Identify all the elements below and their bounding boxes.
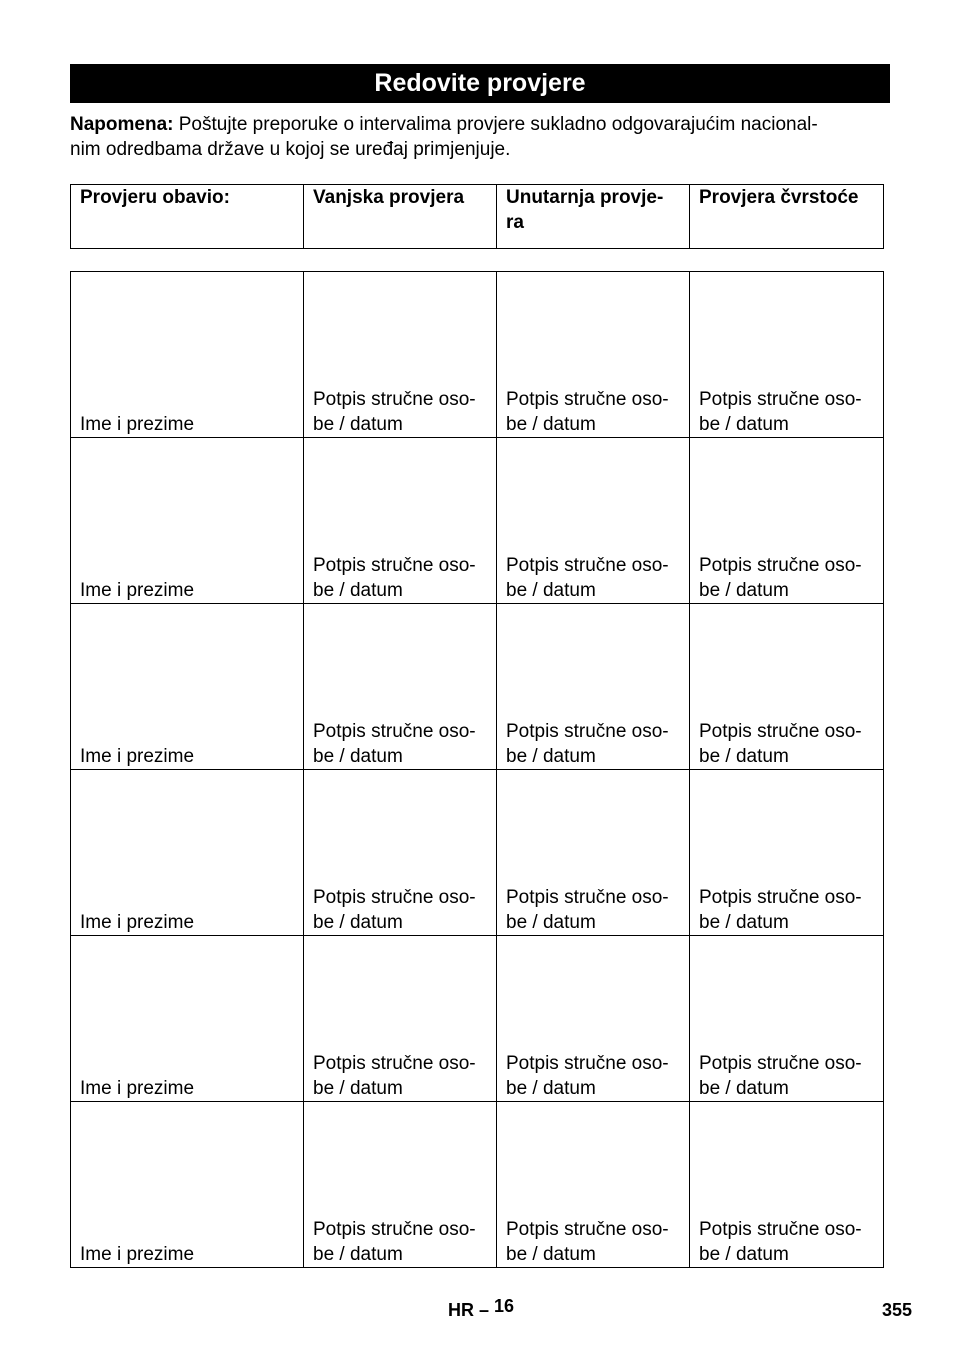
note-paragraph: [70, 112, 890, 162]
name-cell: [71, 438, 304, 604]
cell-text-line: be / datum: [699, 580, 789, 601]
cell-text-line: be / datum: [313, 580, 403, 601]
cell-text-line: be / datum: [506, 1244, 596, 1265]
cell-text-line: Ime i prezime: [80, 414, 195, 435]
note-text-line2: nim odredbama države u kojoj se uređaj primjenjuje.: [70, 139, 511, 160]
cell-text-line: Potpis stručne oso-: [506, 1053, 669, 1074]
signature-cell: [304, 272, 497, 438]
cell-text-line: be / datum: [699, 1244, 789, 1265]
table-row: [71, 604, 884, 770]
cell-text-line: be / datum: [699, 414, 789, 435]
column-header: [497, 185, 690, 249]
column-header: [71, 185, 304, 249]
signature-cell: [304, 1102, 497, 1268]
signature-cell: [497, 272, 690, 438]
footer-lang: HR: [448, 1300, 474, 1320]
cell-text-line: be / datum: [506, 580, 596, 601]
cell-text-line: ra: [506, 212, 524, 233]
signature-cell: [304, 936, 497, 1102]
cell-text-line: Ime i prezime: [80, 1244, 195, 1265]
inspection-log-table: [70, 271, 884, 1268]
signature-cell: [497, 1102, 690, 1268]
table-row: [71, 1102, 884, 1268]
signature-cell: [690, 1102, 884, 1268]
cell-text-line: Potpis stručne oso-: [699, 1053, 862, 1074]
table-row: [71, 936, 884, 1102]
cell-text-line: Potpis stručne oso-: [313, 389, 476, 410]
cell-text-line: Potpis stručne oso-: [506, 887, 669, 908]
footer-section-page: [448, 1296, 515, 1320]
cell-text-line: Potpis stručne oso-: [699, 887, 862, 908]
cell-text-line: Ime i prezime: [80, 580, 195, 601]
cell-text-line: be / datum: [313, 1244, 403, 1265]
cell-text-line: Ime i prezime: [80, 746, 195, 767]
table-row: [71, 438, 884, 604]
signature-cell: [690, 438, 884, 604]
column-header: [304, 185, 497, 249]
cell-text-line: Potpis stručne oso-: [506, 555, 669, 576]
cell-text-line: Provjeru obavio:: [80, 187, 230, 208]
name-cell: [71, 936, 304, 1102]
name-cell: [71, 604, 304, 770]
signature-cell: [690, 604, 884, 770]
inspection-header-table: [70, 184, 884, 249]
cell-text-line: Potpis stručne oso-: [506, 1219, 669, 1240]
name-cell: [71, 1102, 304, 1268]
cell-text-line: be / datum: [699, 746, 789, 767]
name-cell: [71, 770, 304, 936]
cell-text-line: Ime i prezime: [80, 1078, 195, 1099]
cell-text-line: be / datum: [506, 1078, 596, 1099]
signature-cell: [304, 770, 497, 936]
header-row: [71, 185, 884, 249]
cell-text-line: be / datum: [313, 746, 403, 767]
footer-section-number: 16: [494, 1296, 515, 1316]
cell-text-line: be / datum: [313, 414, 403, 435]
signature-cell: [304, 604, 497, 770]
cell-text-line: Potpis stručne oso-: [699, 721, 862, 742]
signature-cell: [497, 770, 690, 936]
table-row: [71, 272, 884, 438]
footer-separator: –: [474, 1300, 495, 1320]
cell-text-line: Potpis stručne oso-: [313, 887, 476, 908]
signature-cell: [690, 770, 884, 936]
cell-text-line: Potpis stručne oso-: [699, 389, 862, 410]
page-title: Redovite provjere: [70, 64, 890, 103]
cell-text-line: Potpis stručne oso-: [506, 721, 669, 742]
signature-cell: [497, 438, 690, 604]
signature-cell: [690, 272, 884, 438]
cell-text-line: Potpis stručne oso-: [699, 555, 862, 576]
signature-cell: [497, 604, 690, 770]
cell-text-line: Potpis stručne oso-: [699, 1219, 862, 1240]
cell-text-line: Unutarnja provje-: [506, 187, 664, 208]
cell-text-line: be / datum: [506, 746, 596, 767]
cell-text-line: Potpis stručne oso-: [313, 721, 476, 742]
cell-text-line: Potpis stručne oso-: [313, 1053, 476, 1074]
cell-text-line: be / datum: [313, 912, 403, 933]
note-label: Napomena:: [70, 114, 174, 135]
cell-text-line: be / datum: [313, 1078, 403, 1099]
signature-cell: [304, 438, 497, 604]
note-text-line1: Poštujte preporuke o intervalima provjere sukladno odgovarajućim nacional-: [173, 114, 818, 135]
name-cell: [71, 272, 304, 438]
cell-text-line: be / datum: [699, 912, 789, 933]
signature-cell: [497, 936, 690, 1102]
signature-cell: [690, 936, 884, 1102]
cell-text-line: be / datum: [699, 1078, 789, 1099]
cell-text-line: be / datum: [506, 912, 596, 933]
cell-text-line: Potpis stručne oso-: [313, 555, 476, 576]
cell-text-line: Potpis stručne oso-: [506, 389, 669, 410]
footer-page-number: 355: [881, 1300, 912, 1320]
cell-text-line: Ime i prezime: [80, 912, 195, 933]
table-row: [71, 770, 884, 936]
cell-text-line: Potpis stručne oso-: [313, 1219, 476, 1240]
cell-text-line: Vanjska provjera: [313, 187, 465, 208]
cell-text-line: Provjera čvrstoće: [699, 187, 859, 208]
cell-text-line: be / datum: [506, 414, 596, 435]
column-header: [690, 185, 884, 249]
